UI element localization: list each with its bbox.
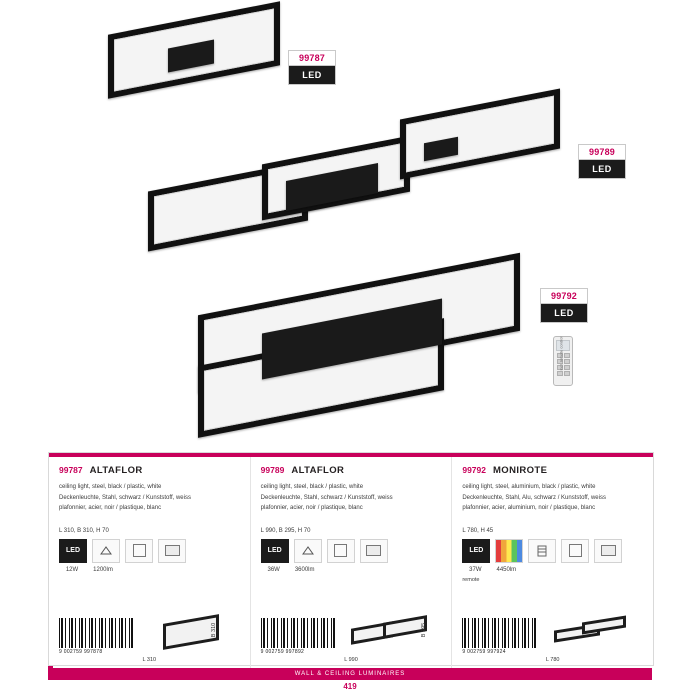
product-desc-en: ceiling light, steel, black / plastic, white (260, 484, 364, 490)
product-artno: 99792 (462, 465, 486, 475)
barcode-bars (261, 618, 335, 648)
product-name: ALTAFLOR (89, 465, 143, 476)
barcode-number: 9 002759 997878 (59, 649, 103, 655)
badge-code: 99787 (298, 53, 326, 63)
product-dimensions: L 310, B 310, H 70 (59, 527, 109, 534)
product-desc-de: Deckenleuchte, Stahl, schwarz / Kunststoff, weiss (260, 494, 393, 501)
page-number: 419 (343, 682, 357, 691)
badge-code: 99792 (550, 291, 578, 301)
led-icon: LED (289, 65, 335, 84)
barcode-row (49, 613, 250, 663)
led-icon: LED (462, 539, 490, 563)
rgb-icon (495, 539, 523, 563)
dimension-drawing (544, 613, 643, 655)
surface-mount-icon (158, 539, 186, 563)
dim-height-label: B 310 (211, 622, 218, 638)
product-artno: 99787 (59, 465, 83, 475)
surface-mount-icon (360, 539, 388, 563)
dim-height-label: B 295 (420, 622, 427, 638)
led-icon: LED (541, 303, 587, 322)
product-column-99787 (49, 457, 250, 669)
barcode-bars (462, 618, 536, 648)
product-icon-row (261, 539, 442, 563)
led-icon: LED (59, 539, 87, 563)
ip-glyph (99, 545, 113, 557)
badge-99787 (288, 50, 336, 85)
dim-width-label: L 780 (545, 657, 560, 663)
dim-width-label: L 310 (142, 657, 157, 663)
led-icon: LED (261, 539, 289, 563)
dim-width-label: L 990 (344, 657, 358, 663)
fixture-frame-right (400, 88, 560, 179)
barcode (261, 618, 335, 655)
product-remark: remote (462, 576, 480, 583)
product-watt: 12W (65, 566, 79, 573)
dimmable-icon (528, 539, 556, 563)
product-lumen: 1200lm (93, 566, 113, 573)
ip-glyph (301, 545, 315, 557)
product-column-99792 (451, 457, 653, 669)
mini-fixture-right (383, 615, 427, 639)
product-desc-fr: plafonnier, acier, noir / plastique, blanc (59, 505, 162, 511)
product-artno: 99789 (260, 465, 285, 475)
dimmable-glyph (536, 545, 548, 557)
surface-mount-icon (594, 539, 622, 563)
class-ii-icon (125, 539, 153, 563)
led-icon: LED (579, 159, 625, 178)
product-desc-de: Deckenleuchte, Stahl, Alu, schwarz / Kunststoff, weiss (462, 494, 606, 501)
product-watt: 36W (267, 566, 280, 573)
barcode-bars (59, 618, 133, 648)
barcode-number: 9 002759 997892 (260, 649, 305, 655)
badge-99792 (540, 288, 588, 323)
footer-category: WALL & CEILING LUMINAIRES (48, 668, 652, 680)
barcode (462, 618, 536, 655)
barcode-row (452, 613, 653, 663)
product-desc-en: ceiling light, steel, aluminium, black / plastic, white (462, 484, 596, 490)
dimension-drawing (343, 613, 442, 655)
product-watt: 37W (469, 566, 482, 573)
product-desc-fr: plafonnier, acier, noir / plastique, blanc (260, 505, 363, 511)
product-desc-fr: plafonnier, acier, aluminium, noir / plastique, blanc (462, 505, 596, 511)
barcode-row (251, 613, 452, 663)
remote-caption: incl. remote control (558, 336, 564, 371)
product-icon-row (59, 539, 240, 563)
product-icon-row (462, 539, 643, 563)
class-ii-icon (327, 539, 355, 563)
page-footer (48, 668, 652, 691)
badge-99789 (578, 144, 626, 179)
remote-control-icon (553, 336, 573, 386)
product-lumen: 4450lm (496, 566, 517, 573)
barcode (59, 618, 133, 655)
product-name: ALTAFLOR (291, 465, 345, 476)
product-dimensions: L 990, B 295, H 70 (260, 527, 311, 534)
dimension-drawing (141, 613, 240, 655)
product-dimensions: L 780, H 45 (462, 527, 494, 534)
product-lumen: 3600lm (294, 566, 315, 573)
mini-fixture-upper (582, 616, 626, 635)
product-desc-de: Deckenleuchte, Stahl, schwarz / Kunststoff, weiss (59, 494, 191, 501)
product-column-99789 (250, 457, 452, 669)
badge-code: 99789 (588, 147, 616, 157)
product-desc-en: ceiling light, steel, black / plastic, white (59, 484, 162, 490)
ip-icon (92, 539, 120, 563)
product-name: MONIROTE (492, 465, 548, 476)
barcode-number: 9 002759 997924 (462, 649, 506, 655)
ip-icon (294, 539, 322, 563)
product-info-panel (48, 452, 654, 666)
class-ii-icon (561, 539, 589, 563)
